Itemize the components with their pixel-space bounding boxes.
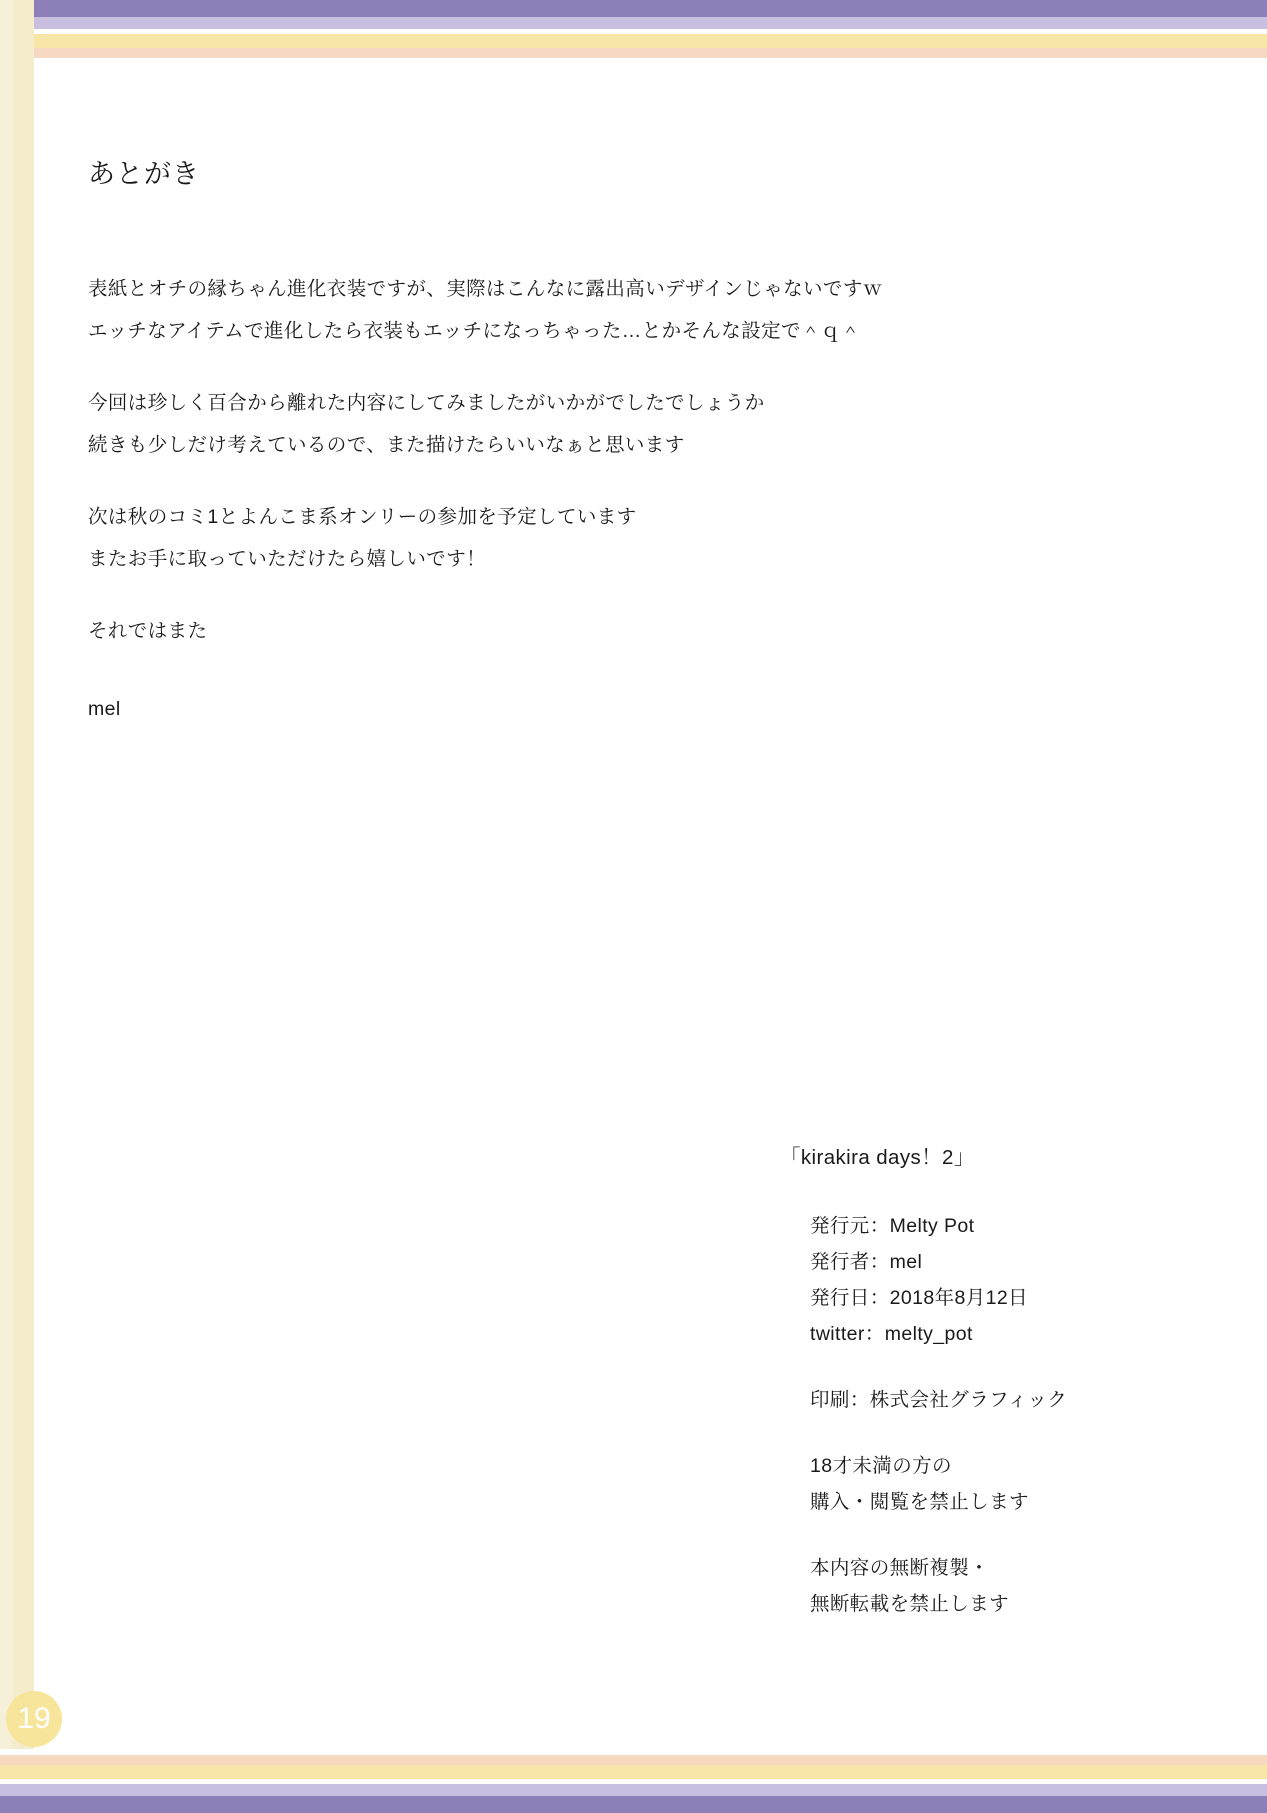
afterword-line: 今回は珍しく百合から離れた内容にしてみましたがいかがでしたでしょうか	[88, 392, 765, 414]
page-number: 19	[6, 1691, 62, 1747]
afterword-line: 続きも少しだけ考えているので、また描けたらいいなぁと思います	[88, 434, 685, 456]
stripe	[0, 1796, 1267, 1813]
afterword-line: それではまた	[88, 620, 208, 642]
age-notice-line-1: 18才未満の方の	[810, 1455, 952, 1477]
bottom-border-stripes	[0, 1749, 1267, 1813]
colophon-publication-group	[810, 1208, 1210, 1352]
afterword-line: エッチなアイテムで進化したら衣装もエッチになっちゃった…とかそんな設定で＾ｑ＾	[88, 320, 861, 342]
afterword-heading: あとがき	[88, 159, 200, 189]
colophon-publisher: 発行元：Melty Pot	[810, 1215, 975, 1237]
afterword-paragraph	[88, 382, 988, 466]
colophon-date: 発行日：2018年8月12日	[810, 1287, 1029, 1309]
stripe	[0, 1755, 1267, 1765]
colophon-work-title: 「kirakira days！2」	[780, 1146, 975, 1169]
afterword-line: 表紙とオチの縁ちゃん進化衣装ですが、実際はこんなに露出高いデザインじゃないですｗ	[88, 278, 883, 300]
stripe	[0, 1784, 1267, 1796]
afterword-paragraph	[88, 610, 988, 652]
colophon-age-notice	[810, 1448, 1210, 1520]
colophon-twitter: twitter：melty_pot	[810, 1323, 973, 1345]
stripe	[0, 1765, 1267, 1779]
colophon-copyright-notice	[810, 1550, 1210, 1622]
afterword-paragraph	[88, 268, 988, 352]
age-notice-line-2: 購入・閲覧を禁止します	[810, 1491, 1029, 1513]
copyright-line-2: 無断転載を禁止します	[810, 1593, 1010, 1615]
colophon-author: 発行者：mel	[810, 1251, 923, 1273]
afterword-line: またお手に取っていただけたら嬉しいです！	[88, 548, 487, 570]
afterword-body	[88, 268, 988, 760]
colophon-printer: 印刷：株式会社グラフィック	[810, 1389, 1068, 1411]
copyright-line-1: 本内容の無断複製・	[810, 1557, 990, 1579]
afterword-signature: mel	[88, 698, 121, 720]
afterword-line: 次は秋のコミ1とよんこま系オンリーの参加を予定しています	[88, 506, 637, 528]
afterword-paragraph	[88, 496, 988, 580]
colophon-printer-group	[810, 1382, 1210, 1418]
colophon-block	[780, 1140, 1210, 1652]
